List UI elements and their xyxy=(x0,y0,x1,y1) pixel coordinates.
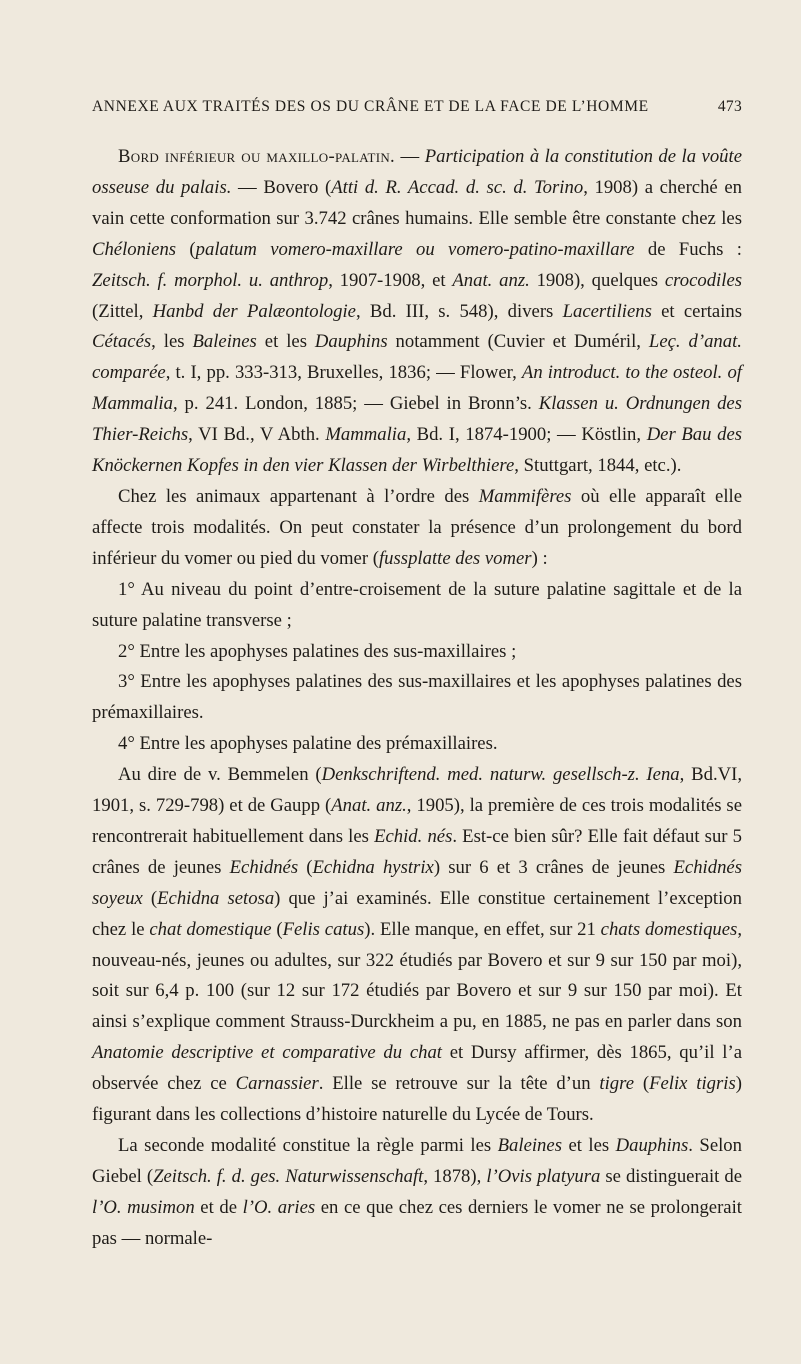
italic-text: Klassen u. Ordnungen des Thier-Reichs xyxy=(92,393,742,446)
italic-text: Echidnés soyeux xyxy=(92,856,742,909)
text-run: ( xyxy=(298,856,313,878)
paragraph xyxy=(92,482,742,575)
text-run: , Bd.VI, 1901, s. 729-798) et de Gaupp ( xyxy=(92,764,743,817)
text-run: 4° Entre les apophyses palatine des prémaxillaires. xyxy=(118,733,498,755)
text-run: ) : xyxy=(531,547,548,569)
italic-text: Baleines xyxy=(497,1135,562,1156)
text-run: et les xyxy=(561,1135,616,1156)
text-run: et Dursy affirmer, dès 1865, qu’il l’a observée chez ce xyxy=(92,1042,742,1095)
page-number: 473 xyxy=(717,98,742,115)
text-run: se distinguerait de xyxy=(600,1165,743,1187)
italic-text: Atti d. R. Accad. d. sc. d. Torino xyxy=(331,176,584,198)
paragraph xyxy=(92,637,742,668)
italic-text: Participation à la constitution de la voûte osseuse du palais. xyxy=(92,146,743,198)
italic-text: Mammifères xyxy=(478,485,572,507)
paragraph xyxy=(92,729,742,760)
text-run: ( xyxy=(142,887,158,909)
body-text xyxy=(92,142,742,1255)
running-head xyxy=(92,98,742,122)
text-run: , t. I, pp. 333-313, Bruxelles, 1836; — Flower, xyxy=(165,362,522,384)
text-run: . Selon Giebel ( xyxy=(92,1135,742,1187)
italic-text: Zeitsch. f. morphol. u. anthrop xyxy=(92,269,329,291)
text-run: , 1908) a cherché en vain cette conformation sur 3.742 crânes humains. Elle semble être constante chez les xyxy=(92,176,742,229)
paragraph xyxy=(92,760,742,1131)
italic-text: An introduct. to the osteol. of Mammalia xyxy=(92,362,742,415)
text-run: Au dire de v. Bemmelen ( xyxy=(118,764,322,786)
text-run: 1908), quelques xyxy=(529,269,665,291)
text-run: ) sur 6 et 3 crânes de jeunes xyxy=(433,856,674,878)
italic-text: Felix tigris xyxy=(649,1073,736,1095)
text-run: 3° Entre les apophyses palatines des sus-maxillaires et les apophyses palatines des prémaxillaires. xyxy=(92,671,742,724)
italic-text: Echid. nés xyxy=(374,825,453,847)
text-run: , Stuttgart, 1844, etc.). xyxy=(514,455,682,477)
paragraph xyxy=(92,575,742,637)
text-run: ). Elle manque, en effet, sur 21 xyxy=(364,918,601,940)
italic-text: l’O. aries xyxy=(242,1196,316,1218)
text-run: où elle apparaît elle affecte trois modalités. On peut constater la présence d’un prolongement du bord inférieur du vomer ou pied du vomer ( xyxy=(92,485,743,569)
text-run: et certains xyxy=(651,300,742,322)
text-run: ) que j’ai examinés. Elle constitue certainement l’exception chez le xyxy=(92,887,742,940)
italic-text: l’Ovis platyura xyxy=(486,1165,601,1187)
italic-text: Cétacés xyxy=(92,331,152,353)
italic-text: Echidnés xyxy=(229,856,299,878)
section-heading: Bord inférieur ou maxillo-palatin. xyxy=(118,146,396,167)
italic-text: Hanbd der Palæontologie xyxy=(152,300,356,322)
paragraph xyxy=(92,1131,742,1255)
text-run: , les xyxy=(151,331,193,353)
italic-text: Der Bau des Knöckernen Kopfes in den vier Klassen der Wirbelthiere xyxy=(92,424,743,477)
text-run: (Zittel, xyxy=(92,300,153,322)
text-run: et de xyxy=(194,1196,243,1218)
text-run: — xyxy=(395,146,425,167)
paragraph xyxy=(92,667,742,729)
italic-text: Anat. anz. xyxy=(331,795,407,817)
text-run: , 1905), la première de ces trois modalités se rencontrerait habituellement dans les xyxy=(92,795,742,847)
italic-text: Echidna setosa xyxy=(157,887,275,909)
italic-text: chat domestique xyxy=(149,918,272,940)
text-run: ( xyxy=(176,238,196,260)
italic-text: Carnassier xyxy=(235,1073,319,1095)
italic-text: Mammalia xyxy=(325,424,407,446)
text-run: 2° Entre les apophyses palatines des sus-maxillaires ; xyxy=(118,640,517,662)
text-run: , nouveau-nés, jeunes ou adultes, sur 322 étudiés par Bovero et sur 9 sur 150 par moi), soit sur 6,4 p. 100 (sur 12 sur 172 étudiés par Bovero et sur 9 sur 150 par moi). Et ainsi s’explique comment Strauss-Durckheim a pu, en 1885, ne pas en parler dans son xyxy=(92,918,742,1033)
italic-text: fussplatte des vomer xyxy=(378,547,532,569)
text-run: 1° Au niveau du point d’entre-croisement de la suture palatine sagittale et de la suture palatine transverse ; xyxy=(92,578,742,631)
text-run: . Elle se retrouve sur la tête d’un xyxy=(318,1073,600,1095)
text-run: , Bd. I, 1874-1900; — Köstlin, xyxy=(406,424,647,446)
italic-text: Anatomie descriptive et comparative du chat xyxy=(92,1042,442,1064)
italic-text: Dauphins xyxy=(615,1135,689,1156)
italic-text: Chéloniens xyxy=(92,238,177,260)
italic-text: tigre xyxy=(599,1073,635,1095)
text-run: ( xyxy=(271,918,283,940)
text-run: , p. 241. London, 1885; — Giebel in Bronn’s. xyxy=(172,393,539,415)
italic-text: Baleines xyxy=(192,331,257,353)
italic-text: Denkschriftend. med. naturw. gesellsch-z. Iena xyxy=(321,764,680,786)
italic-text: Echidna hystrix xyxy=(312,856,434,878)
italic-text: Leç. d’anat. comparée xyxy=(92,331,742,384)
italic-text: palatum vomero-maxillare ou vomero-patino-maxillare xyxy=(195,238,635,260)
running-head-title: ANNEXE AUX TRAITÉS DES OS DU CRÂNE ET DE LA FACE DE L’HOMME xyxy=(92,98,649,115)
italic-text: l’O. musimon xyxy=(92,1196,195,1218)
text-run: Chez les animaux appartenant à l’ordre des xyxy=(118,485,479,507)
italic-text: Dauphins xyxy=(314,331,388,353)
text-run: de Fuchs : xyxy=(634,238,742,260)
text-run: La seconde modalité constitue la règle parmi les xyxy=(118,1135,498,1156)
text-run: , 1907-1908, et xyxy=(328,269,453,291)
italic-text: Anat. anz. xyxy=(452,269,530,291)
paragraph xyxy=(92,142,742,482)
text-run: notamment (Cuvier et Duméril, xyxy=(387,331,649,353)
text-run: , Bd. III, s. 548), divers xyxy=(355,300,563,322)
italic-text: Felis catus xyxy=(282,918,365,940)
italic-text: Lacertiliens xyxy=(562,300,652,322)
text-run: en ce que chez ces derniers le vomer ne se prolongerait pas — normale- xyxy=(92,1196,742,1249)
italic-text: crocodiles xyxy=(664,269,743,291)
italic-text: Zeitsch. f. d. ges. Naturwissenschaft xyxy=(153,1165,424,1187)
text-run: ) figurant dans les collections d’histoire naturelle du Lycée de Tours. xyxy=(92,1073,742,1126)
text-run: , VI Bd., V Abth. xyxy=(188,424,326,446)
italic-text: chats domestiques xyxy=(600,918,738,940)
text-run: — Bovero ( xyxy=(231,176,332,198)
text-run: ( xyxy=(634,1073,650,1095)
text-run: , 1878), xyxy=(423,1165,487,1187)
text-run: et les xyxy=(256,331,315,353)
text-run: . Est-ce bien sûr? Elle fait défaut sur 5 crânes de jeunes xyxy=(92,825,743,878)
